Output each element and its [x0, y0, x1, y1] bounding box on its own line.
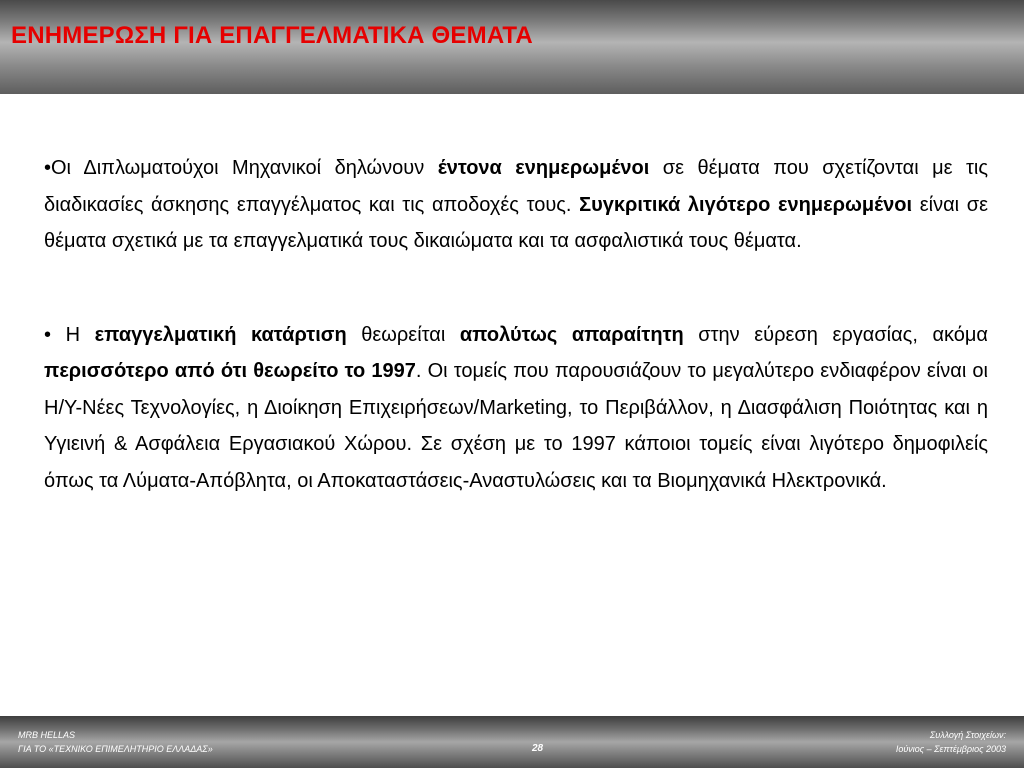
page-number: 28	[531, 743, 544, 754]
bullet-paragraph-1	[44, 150, 988, 260]
text-run: θεωρείται	[346, 323, 460, 346]
text-run: •Οι Διπλωματούχοι Μηχανικοί δηλώνουν	[44, 157, 438, 179]
text-run: . Οι τομείς που παρουσιάζουν το μεγαλύτερο ενδιαφέρον είναι οι Η/Υ-Νέες Τεχνολογίες, η Διοίκηση Επιχειρήσεων/Marketing, το Περιβάλλον, η Διασφάλιση Ποιότητας και η Υγιεινή & Ασφάλεια Εργασιακού Χώρου. Σε σχέση με το 1997 κάποιοι τομείς είναι λιγότερο δημοφιλείς όπως τα Λύματα-Απόβλητα, οι Αποκαταστάσεις-Αναστυλώσεις και τα Βιομηχανικά Ηλεκτρονικά.	[44, 360, 988, 492]
footer-client: ΓΙΑ ΤΟ «ΤΕΧΝΙΚΟ ΕΠΙΜΕΛΗΤΗΡΙΟ ΕΛΛΑΔΑΣ»	[18, 744, 213, 754]
text-run: στην εύρεση εργασίας, ακόμα	[683, 323, 988, 346]
footer-company: MRB HELLAS	[18, 730, 76, 740]
bold-text-run: έντονα ενημερωμένοι	[437, 157, 650, 179]
slide-title: ΕΝΗΜΕΡΩΣΗ ΓΙΑ ΕΠΑΓΓΕΛΜΑΤΙΚΑ ΘΕΜΑΤΑ	[11, 22, 533, 49]
bold-text-run: επαγγελματική κατάρτιση	[94, 323, 347, 346]
text-run: είναι σε θέματα σχετικά με τα επαγγελματικά τους δικαιώματα και τα ασφαλιστικά τους θέματα.	[44, 193, 989, 252]
bold-text-run: απολύτως απαραίτητη	[459, 323, 684, 346]
bullet-paragraph-2	[44, 317, 988, 500]
slide-body	[44, 150, 988, 499]
footer-period-dates: Ιούνιος – Σεπτέμβριος 2003	[895, 744, 1006, 754]
footer-period	[896, 728, 1006, 756]
footer-bar	[0, 716, 1024, 768]
footer-period-label: Συλλογή Στοιχείων:	[929, 730, 1006, 740]
header-bar	[0, 0, 1024, 94]
bold-text-run: περισσότερο από ότι θεωρείτο το 1997	[44, 360, 416, 382]
text-run: • Η	[44, 323, 95, 346]
bold-text-run: Συγκριτικά λιγότερο ενημερωμένοι	[579, 193, 913, 216]
text-run: σε θέματα που σχετίζονται με τις διαδικασίες άσκησης επαγγέλματος και τις αποδοχές τους.	[44, 157, 988, 216]
